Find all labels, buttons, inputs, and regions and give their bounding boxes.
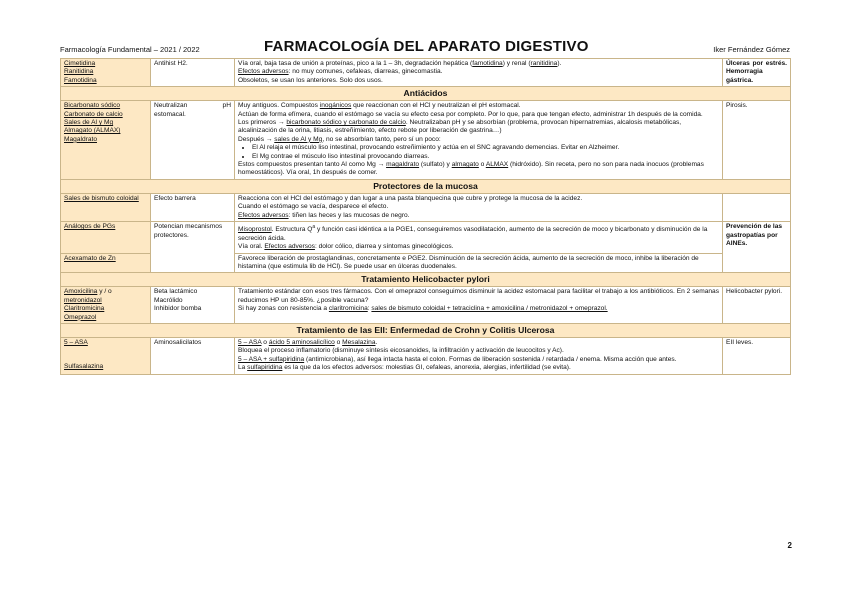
description-line: Bloquea el proceso inflamatorio (disminuye síntesis eicosanoides, la infiltración y activación de leucocitos y Ac). [238, 347, 564, 355]
course-label: Farmacología Fundamental – 2021 / 2022 [60, 45, 200, 54]
description-line: Favorece liberación de prostaglandinas, concretamente e PGE2. Disminución de la secreción ácida, aumento de la secreción de moco, inhibe la liberación de histamina (que estimula lib de HCl). Se puede usar en úlceras duodenales. [238, 254, 699, 270]
description-line: Reacciona con el HCl del estómago y dan lugar a una pasta blanquecina que cubre y protege la mucosa de la acidez. [238, 194, 583, 202]
uses-cell: Pirosis. [723, 101, 791, 180]
description-line: Después → sales de Al y Mg, no se absorbían tanto, pero sí un poco: [238, 135, 441, 143]
table-row-antiacidos [61, 101, 791, 180]
drug-metronidazol: metronidazol [64, 296, 102, 304]
uses-cell: EII leves. [723, 337, 791, 374]
description-line: Efectos adversos: no muy comunes, cefaleas, diarreas, ginecomastia. [238, 68, 443, 76]
drug-cell [61, 337, 151, 374]
description-cell [235, 253, 723, 273]
table-row-antih2 [61, 59, 791, 87]
section-header-protectores: Protectores de la mucosa [61, 179, 791, 193]
description-line: Obsoletos, se usan los anteriores. Solo dos usos. [238, 76, 383, 84]
uses-cell: Úlceras por estrés. Hemorragia gástrica. [723, 59, 791, 87]
table-row-helicobacter [61, 287, 791, 324]
description-line: 5 – ASA + sulfapiridina (antimicrobiana), así llega intacta hasta el colon. Formas de liberación sostenida / retardada / enema. Misma acción que antes. [238, 355, 677, 363]
description-line: La sulfapiridina es la que da los efectos adversos: molestias GI, cefaleas, anorexia, alergias, infertilidad (se evita). [238, 364, 571, 372]
drug-famotidina: Famotidina [64, 76, 97, 84]
drug-cell [61, 222, 151, 253]
uses-cell: Prevención de las gastropatías por AINEs. [723, 222, 791, 273]
type-cell: Neutralizan pH estomacal. [151, 101, 235, 180]
type-cell: Antihist H2. [151, 59, 235, 87]
table-row-pgs [61, 222, 791, 253]
bullet-list [238, 144, 719, 161]
list-item: • El Mg contrae el músculo liso intestinal provocando diarreas. [252, 153, 719, 161]
description-line: Si hay zonas con resistencia a claritromicina: sales de bismuto coloidal + tetraciclina + amoxicilina / metronidazol + omeprazol. [238, 305, 608, 313]
description-cell [235, 287, 723, 324]
description-line: 5 – ASA o ácido 5 aminosalicílico o Mesalazina. [238, 338, 378, 346]
drug-acexamato: Acexamato de Zn [64, 254, 116, 262]
drug-sulfasalazina: Sulfasalazina [64, 363, 104, 371]
drug-magaldrato: Magaldrato [64, 135, 97, 143]
description-line: Misoprostol. Estructura $Q^a$ y función casi idéntica a la PGE1, conseguiremos vasodilatación, aumento de la secreción de moco y bicarbonato y disminución de la secreción ácida. [238, 224, 708, 242]
drug-cell [61, 193, 151, 221]
section-header-eii: Tratamiento de las EII: Enfermedad de Crohn y Colitis Ulcerosa [61, 323, 791, 337]
description-cell [235, 193, 723, 221]
section-header-antiacidos: Antiácidos [61, 87, 791, 101]
drug-bicarbonato: Bicarbonato sódico [64, 102, 121, 110]
page-title: FARMACOLOGÍA DEL APARATO DIGESTIVO [264, 38, 589, 55]
description-line: Tratamiento estándar con esos tres fármacos. Con el omeprazol conseguimos disminuir la acidez estomacal para facilitar el trabajo a los antibióticos. En 2 semanas reducimos HP un 80-85%. ¿posible vacuna? [238, 288, 719, 304]
drug-cell [61, 101, 151, 180]
drug-almagato: Almagato (ALMAX) [64, 127, 121, 135]
drug-carbonato-calcio: Carbonato de calcio [64, 110, 123, 118]
drug-cimetidina: Cimetidina [64, 60, 96, 67]
type-cell: Potencian mecanismos protectores. [151, 222, 235, 273]
description-cell [235, 101, 723, 180]
description-line: Los primeros → bicarbonato sódico y carbonato de calcio. Neutralizaban pH y se absorbían (problema, provocan hipernatremias, alcalosis metabólicas, alcalinización de la orina, litiasis, estreñimiento, efecto rebote por liberación de gastrina…) [238, 119, 682, 135]
uses-cell [723, 193, 791, 221]
author-label: Iker Fernández Gómez [713, 45, 790, 54]
type-cell: Efecto barrera [151, 193, 235, 221]
section-header-helicobacter: Tratamiento Helicobacter pylori [61, 273, 791, 287]
list-item: • El Al relaja el músculo liso intestinal, provocando estreñimiento y actúa en el SNC agravando demencias. Evitar en Alzheimer. [252, 144, 719, 152]
drug-cell: Amoxicilina y / o metronidazol Claritromicina Omeprazol [61, 287, 151, 324]
pharmacology-table [60, 58, 791, 375]
drug-cell [61, 59, 151, 87]
description-line: Cuando el estómago se vacía, desparece el efecto. [238, 203, 389, 211]
table-row-bismuto [61, 193, 791, 221]
page-header [60, 38, 790, 60]
drug-amoxicilina: Amoxicilina [64, 288, 98, 296]
uses-cell: Helicobacter pylori. [723, 287, 791, 324]
table-row-eii [61, 337, 791, 374]
description-line: Estos compuestos presentan tanto Al como Mg → magaldrato (sulfato) y almagato o ALMAX (hidróxido). Sin receta, pero no son para nada inocuos (problemas homeostáticos). Vía oral, 1h después de comer. [238, 161, 704, 177]
drug-sales-al-mg: Sales de Al y Mg [64, 119, 114, 127]
description-line: Vía oral. Efectos adversos: dolor cólico, diarrea y síntomas ginecológicos. [238, 243, 454, 251]
description-cell [235, 59, 723, 87]
description-line: Muy antiguos. Compuestos inogánicos que reaccionan con el HCl y neutralizan el pH estomacal. [238, 102, 521, 110]
drug-omeprazol: Omeprazol [64, 313, 97, 321]
description-cell [235, 222, 723, 253]
drug-cell [61, 253, 151, 273]
drug-5-asa: 5 – ASA [64, 338, 88, 346]
description-line: Actúan de forma efímera, cuando el estómago se vacía su efecto cesa por completo. Por lo que, para que tengan efecto, administrar 1h después de la comida. [238, 110, 703, 118]
drug-ranitidina: Ranitidina [64, 68, 94, 76]
drug-bismuto: Sales de bismuto coloidal [64, 194, 139, 202]
page-number: 2 [787, 541, 792, 550]
description-line: Efectos adversos: tiñen las heces y las mucosas de negro. [238, 211, 410, 219]
description-line: Vía oral, baja tasa de unión a proteínas, pico a la 1 – 3h, degradación hepática (famotidina) y renal (ranitidina). [238, 60, 562, 67]
type-cell: Beta lactámico Macrólido Inhibidor bomba [151, 287, 235, 324]
drug-claritromicina: Claritromicina [64, 305, 105, 313]
type-cell: Aminosalicilatos [151, 337, 235, 374]
drug-analogos-pgs: Análogos de PGs [64, 223, 116, 231]
description-cell [235, 337, 723, 374]
